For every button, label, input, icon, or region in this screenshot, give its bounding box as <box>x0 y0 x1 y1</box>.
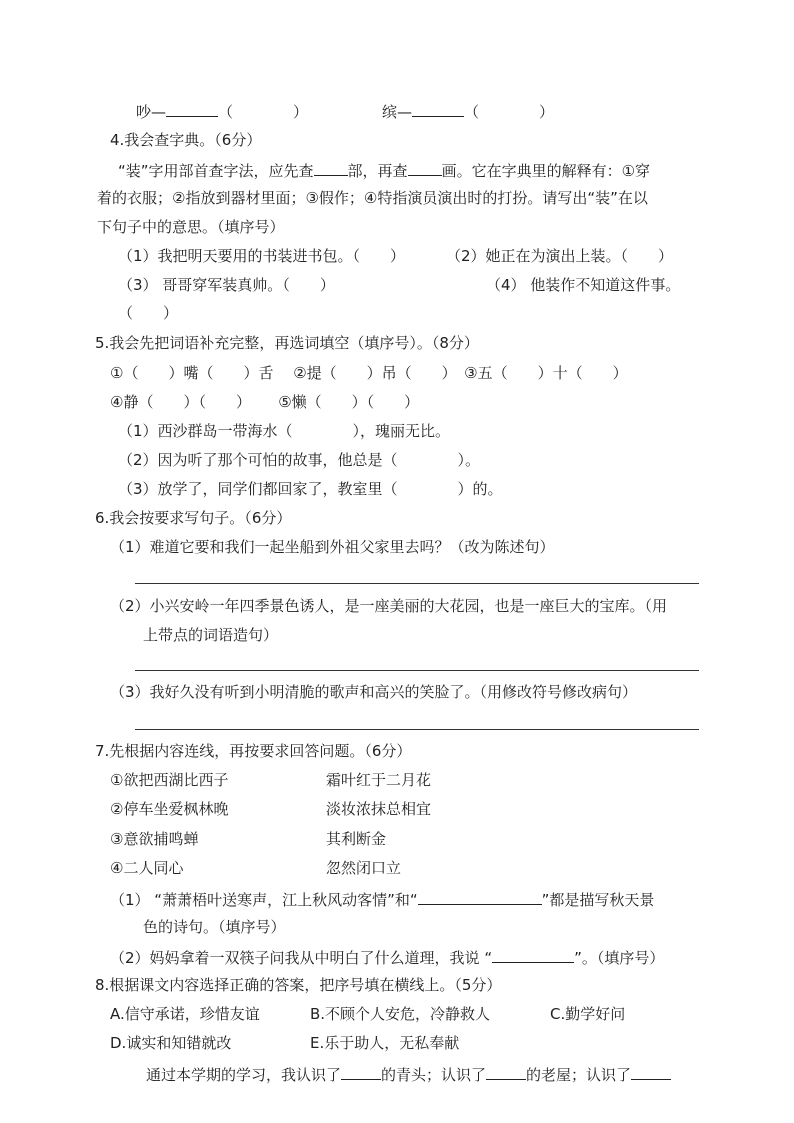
q5-row-2: ④静（ ）（ ） ⑤懒（ ）（ ） <box>110 393 420 411</box>
q4-title: 4.我会查字典。（6分） <box>110 131 262 149</box>
q6-title: 6.我会按要求写句子。（6分） <box>95 509 292 527</box>
blank-q8-2[interactable] <box>486 1063 526 1080</box>
q5-title: 5.我会先把词语补充完整，再选词填空（填序号）。（8分） <box>95 334 479 352</box>
q6-sentence-1: （1）难道它要和我们一起坐船到外祖父家里去吗？（改为陈述句） <box>110 538 555 556</box>
q6-sentence-2b: 上带点的词语造句） <box>143 626 279 644</box>
q8-option-d: D.诚实和知错就改 <box>110 1034 232 1052</box>
blank-chao[interactable] <box>166 100 218 117</box>
q4-para-line3: 下句子中的意思。（填序号） <box>97 218 285 236</box>
q4-sentence-4-paren: （ ） <box>118 304 179 322</box>
q8-title: 8.根据课文内容选择正确的答案，把序号填在横线上。（5分） <box>95 976 502 994</box>
q4-para-line1: “装”字用部首查字法，应先查 部，再查 画。它在字典里的解释有：①穿 <box>118 159 650 181</box>
q7-question-1b: 色的诗句。（填序号） <box>143 918 286 936</box>
q4-sentence-4: （4） 他装作不知道这件事。 <box>486 276 681 294</box>
q8-option-e: E.乐于助人，无私奉献 <box>310 1034 460 1052</box>
q7-right-4[interactable]: 忽然闭口立 <box>326 859 402 877</box>
q5-sentence-3: （3）放学了，同学们都回家了，教室里（ ）的。 <box>118 480 503 498</box>
word-bin-line <box>382 100 554 122</box>
q4-para-line2: 着的衣服；②指放到器材里面；③假作；④特指演员演出时的打扮。请写出“装”在以 <box>97 189 648 207</box>
blank-strokes[interactable] <box>408 159 442 176</box>
q7-left-3[interactable]: ③意欲捕鸣蝉 <box>110 830 199 848</box>
blank-saying[interactable] <box>492 946 574 963</box>
answer-line-1[interactable] <box>135 583 699 584</box>
word-chao-line <box>136 100 308 122</box>
answer-line-2[interactable] <box>135 670 699 671</box>
q7-left-2[interactable]: ②停车坐爱枫林晚 <box>110 800 229 818</box>
q5-sentence-1: （1）西沙群岛一带海水（ ），瑰丽无比。 <box>118 422 451 440</box>
q8-option-b: B.不顾个人安危，冷静救人 <box>310 1005 491 1023</box>
q7-right-3[interactable]: 其利断金 <box>326 830 387 848</box>
answer-line-3[interactable] <box>135 729 699 730</box>
q7-right-1[interactable]: 霜叶红于二月花 <box>326 771 432 789</box>
blank-q8-3[interactable] <box>631 1063 671 1080</box>
blank-bin[interactable] <box>412 100 464 117</box>
q5-sentence-2: （2）因为听了那个可怕的故事，他总是（ ）。 <box>118 451 481 469</box>
blank-poem[interactable] <box>418 888 542 905</box>
q4-sentence-3: （3） 哥哥穿军装真帅。（ ） <box>118 276 335 294</box>
blank-q8-1[interactable] <box>341 1063 381 1080</box>
q7-left-1[interactable]: ①欲把西湖比西子 <box>110 771 229 789</box>
q6-sentence-2a: （2）小兴安岭一年四季景色诱人，是一座美丽的大花园，也是一座巨大的宝库。（用 <box>110 597 668 615</box>
q8-option-c: C.勤学好问 <box>550 1005 626 1023</box>
q8-paragraph: 通过本学期的学习，我认识了 的青头；认识了 的老屋；认识了 <box>146 1063 671 1085</box>
word-chao: 吵— <box>136 103 167 121</box>
q6-sentence-3: （3）我好久没有听到小明清脆的歌声和高兴的笑脸了。（用修改符号修改病句） <box>110 683 638 701</box>
q7-title: 7.先根据内容连线，再按要求回答问题。（6分） <box>95 742 412 760</box>
blank-radical[interactable] <box>314 159 348 176</box>
paren-chao: （ ） <box>218 103 309 121</box>
paren-bin: （ ） <box>464 103 555 121</box>
q4-sentence-1: （1）我把明天要用的书装进书包。（ ） <box>118 247 406 265</box>
q7-question-1: （1） “萧萧梧叶送寒声，江上秋风动客情”和“ ”都是描写秋天景 <box>110 888 654 910</box>
word-bin: 缤— <box>382 103 413 121</box>
q4-sentence-2: （2）她正在为演出上装。（ ） <box>446 247 674 265</box>
q7-question-2: （2）妈妈拿着一双筷子问我从中明白了什么道理，我说 “ ”。（填序号） <box>110 946 664 968</box>
q7-left-4[interactable]: ④二人同心 <box>110 859 184 877</box>
q8-option-a: A.信守承诺，珍惜友谊 <box>110 1005 260 1023</box>
q5-row-1: ①（ ）嘴（ ）舌 ②提（ ）吊（ ） ③五（ ）十（ ） <box>110 364 628 382</box>
q7-right-2[interactable]: 淡妆浓抹总相宜 <box>326 800 432 818</box>
